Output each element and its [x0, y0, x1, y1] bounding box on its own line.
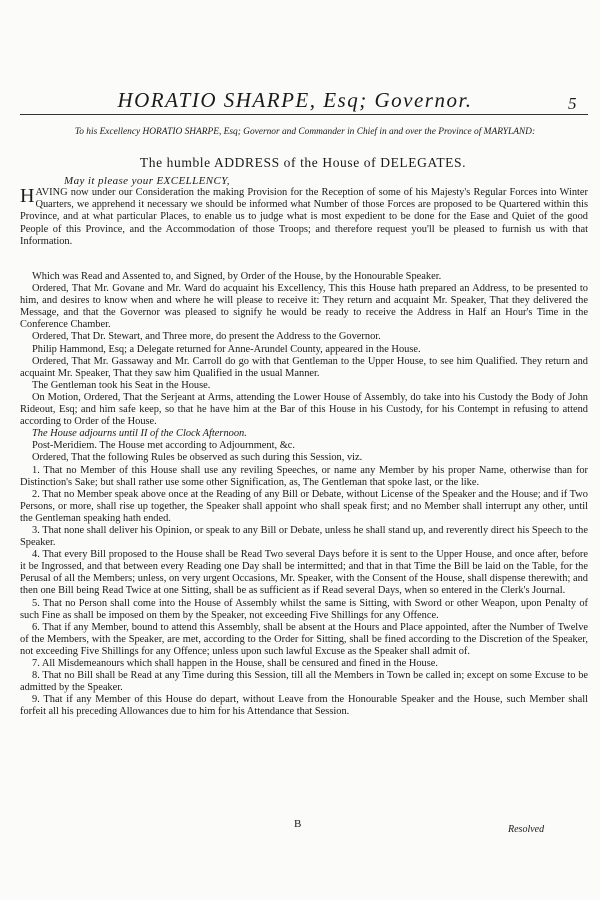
rule-item: 1. That no Member of this House shall use any reviling Speeches, or name any Member by his proper Name, otherwise than for Distinction's Sake; but shall rather use some other Signification, as, The Gentleman that spoke last, or the like. [20, 464, 588, 488]
rule-item: 5. That no Person shall come into the House of Assembly whilst the same is Sitting, with Sword or other Weapon, upon Penalty of such Fine as shall be imposed on them by the Speaker, not exceeding Five Shillings for any Offence. [20, 597, 588, 621]
adjournment-note: The House adjourns until II of the Clock Afternoon. [32, 428, 247, 440]
proceedings [20, 271, 588, 718]
dedication-line: To his Excellency HORATIO SHARPE, Esq; Governor and Commander in Chief in and over the Province of MARYLAND: [74, 127, 536, 137]
drop-cap: H [20, 185, 35, 207]
proceeding-paragraph: On Motion, Ordered, That the Serjeant at Arms, attending the Lower House of Assembly, do take into his Custody the Body of John Rideout, Esq; and him safe keep, so that he have him at the Bar of this House in his Custody, for his Contempt in refusing to attend according to Order of the House. [20, 391, 588, 428]
address-body [20, 187, 588, 248]
rule-item: 9. That if any Member of this House do depart, without Leave from the Honourable Speaker and the House, such Member shall forfeit all his preceding Allowances due to him for his Attendance that Session. [20, 694, 588, 718]
proceeding-paragraph: Which was Read and Assented to, and Signed, by Order of the House, by the Honourable Speaker. [32, 271, 442, 282]
salutation: May it please your EXCELLENCY, [64, 175, 230, 187]
proceeding-paragraph: Ordered, That Dr. Stewart, and Three more, do present the Address to the Governor. [32, 331, 381, 343]
rule-item: 2. That no Member speak above once at the Reading of any Bill or Debate, without License of the Speaker and the House; and if Two Persons, or more, shall rise up together, the Speaker shall appoint who shall speak first; and no Member shall interrupt any other, until the Gentleman speaking hath ended. [20, 488, 588, 524]
proceeding-paragraph: Ordered, That Mr. Govane and Mr. Ward do acquaint his Excellency, This this House hath prepared an Address, to be presented to him, and desires to know when and where he will please to receive it: They return and acquaint Mr. Speaker, That they delivered the Message, and that the Governor was pleased to signify he would be ready to receive the Address in Half an Hour's Time in the Conference Chamber. [20, 283, 588, 331]
signature-mark: B [294, 818, 302, 830]
address-title: The humble ADDRESS of the House of DELEGATES. [139, 155, 467, 170]
rule-item: 6. That if any Member, bound to attend this Assembly, shall be absent at the Hours and Place appointed, after the Number of Twelve of the Members, with the Speaker, are met, according to the Order for Sitting, shall be fined according to the Discretion of the Speaker, not exceeding Five Shillings for any Offence; unless upon such lawful Excuse as the Speaker shall admit of. [20, 621, 588, 657]
proceeding-paragraph: Philip Hammond, Esq; a Delegate returned for Anne-Arundel County, appeared in the House. [32, 343, 421, 355]
catchword: Resolved [508, 824, 545, 835]
proceeding-paragraph: Ordered, That Mr. Gassaway and Mr. Carroll do go with that Gentleman to the Upper House, to see him Qualified. They return and acquaint Mr. Speaker, That they saw him Qualified in the usual Manner. [20, 355, 588, 379]
proceeding-paragraph: The Gentleman took his Seat in the House. [32, 379, 211, 391]
proceeding-paragraph: Ordered, That the following Rules be observed as such during this Session, viz. [32, 452, 363, 464]
running-head: HORATIO SHARPE, Esq; Governor. [117, 88, 473, 112]
rule-item: 4. That every Bill proposed to the House shall be Read Two several Days before it is sent to the Upper House, and once after, before it be Ingrossed, and that between every Reading one Day shall be intermitted; and that in that Time the Bill be laid on the Table, for the Perusal of all the Members; unless, on very urgent Occasions, Mr. Speaker, with the Consent of the House, shall dispense therewith; and then one Bill being Read Twice at one Sitting, shall be as sufficient as if Read several Days, when so entered in the Clerk's Journal. [20, 549, 588, 597]
page-number: 5 [568, 94, 577, 113]
header-rule [20, 114, 588, 115]
rule-item: 7. All Misdemeanours which shall happen in the House, shall be censured and fined in the House. [32, 658, 439, 669]
rule-item: 8. That no Bill shall be Read at any Time during this Session, till all the Members in Town be called in; except on some Excuse to be admitted by the Speaker. [20, 670, 588, 694]
address-text: AVING now under our Consideration the making Provision for the Reception of some of his Majesty's Regular Forces into Winter Quarters, we apprehend it necessary we should be informed what Number of those Forces are proposed to be Quartered within this Province, and at what particular Places, to enable us to judge what is most expedient to be done for the Ease and Quiet of the good People of this Province, and the Accommodation of those Troops; and therefore request you'll be pleased to furnish us with that Information. [20, 187, 588, 247]
proceeding-paragraph: Post-Meridiem. The House met according to Adjournment, &c. [32, 440, 295, 452]
rule-item: 3. That none shall deliver his Opinion, or speak to any Bill or Debate, unless he shall stand up, and reverently direct his Speech to the Speaker. [20, 524, 588, 549]
